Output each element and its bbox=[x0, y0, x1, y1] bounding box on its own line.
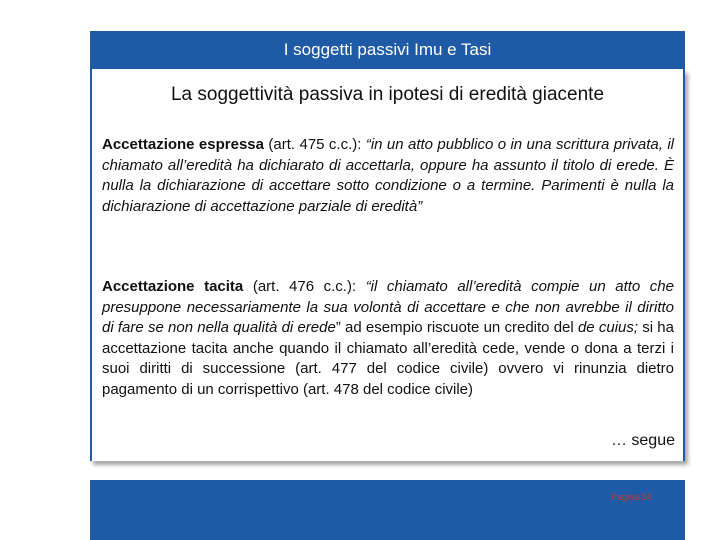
quote-text: “il chiamato all’eredità compie un atto che presuppone necessariamente la sua volontà di accettare e che non avrebbe il diritto di fare se non nella qualità di erede bbox=[102, 278, 674, 336]
rest-text: si ha accettazione tacita anche quando il chiamato all’eredità cede, vende o dona a terzi i suoi diritti di successione (art. 477 del codice civile) ovvero vi rinunzia dietro pagamento di un corrispettivo (art. 478 del codice civile) bbox=[102, 319, 674, 398]
example-text: ” ad esempio riscuote un credito del bbox=[335, 319, 578, 336]
continue-label: … segue bbox=[610, 432, 675, 449]
term-accettazione-tacita: Accettazione tacita bbox=[102, 278, 244, 295]
article-ref: (art. 476 c.c.): bbox=[243, 278, 366, 295]
paragraph-accettazione-tacita bbox=[102, 277, 674, 400]
paragraph-accettazione-espressa bbox=[102, 135, 674, 217]
latin-term: de cuius; bbox=[577, 319, 639, 336]
slide-title: I soggetti passivi Imu e Tasi bbox=[283, 40, 492, 59]
quote-text: “in un atto pubblico o in una scrittura privata, il chiamato all’eredità ha dichiarato di accettarla, oppure ha assunto il titolo di erede. È nulla la dichiarazione di accettare sotto condizione o a termine. Parimenti è nulla la dichiarazione di accettazione parziale di eredità” bbox=[102, 136, 674, 215]
title-bar bbox=[90, 31, 685, 69]
footer-bar bbox=[90, 480, 685, 540]
term-accettazione-espressa: Accettazione espressa bbox=[102, 136, 264, 153]
slide-subtitle: La soggettività passiva in ipotesi di eredità giacente bbox=[170, 84, 605, 105]
article-ref: (art. 475 c.c.): bbox=[264, 136, 366, 153]
page-number: Pagina 34 bbox=[611, 492, 652, 502]
content-box bbox=[90, 69, 685, 461]
